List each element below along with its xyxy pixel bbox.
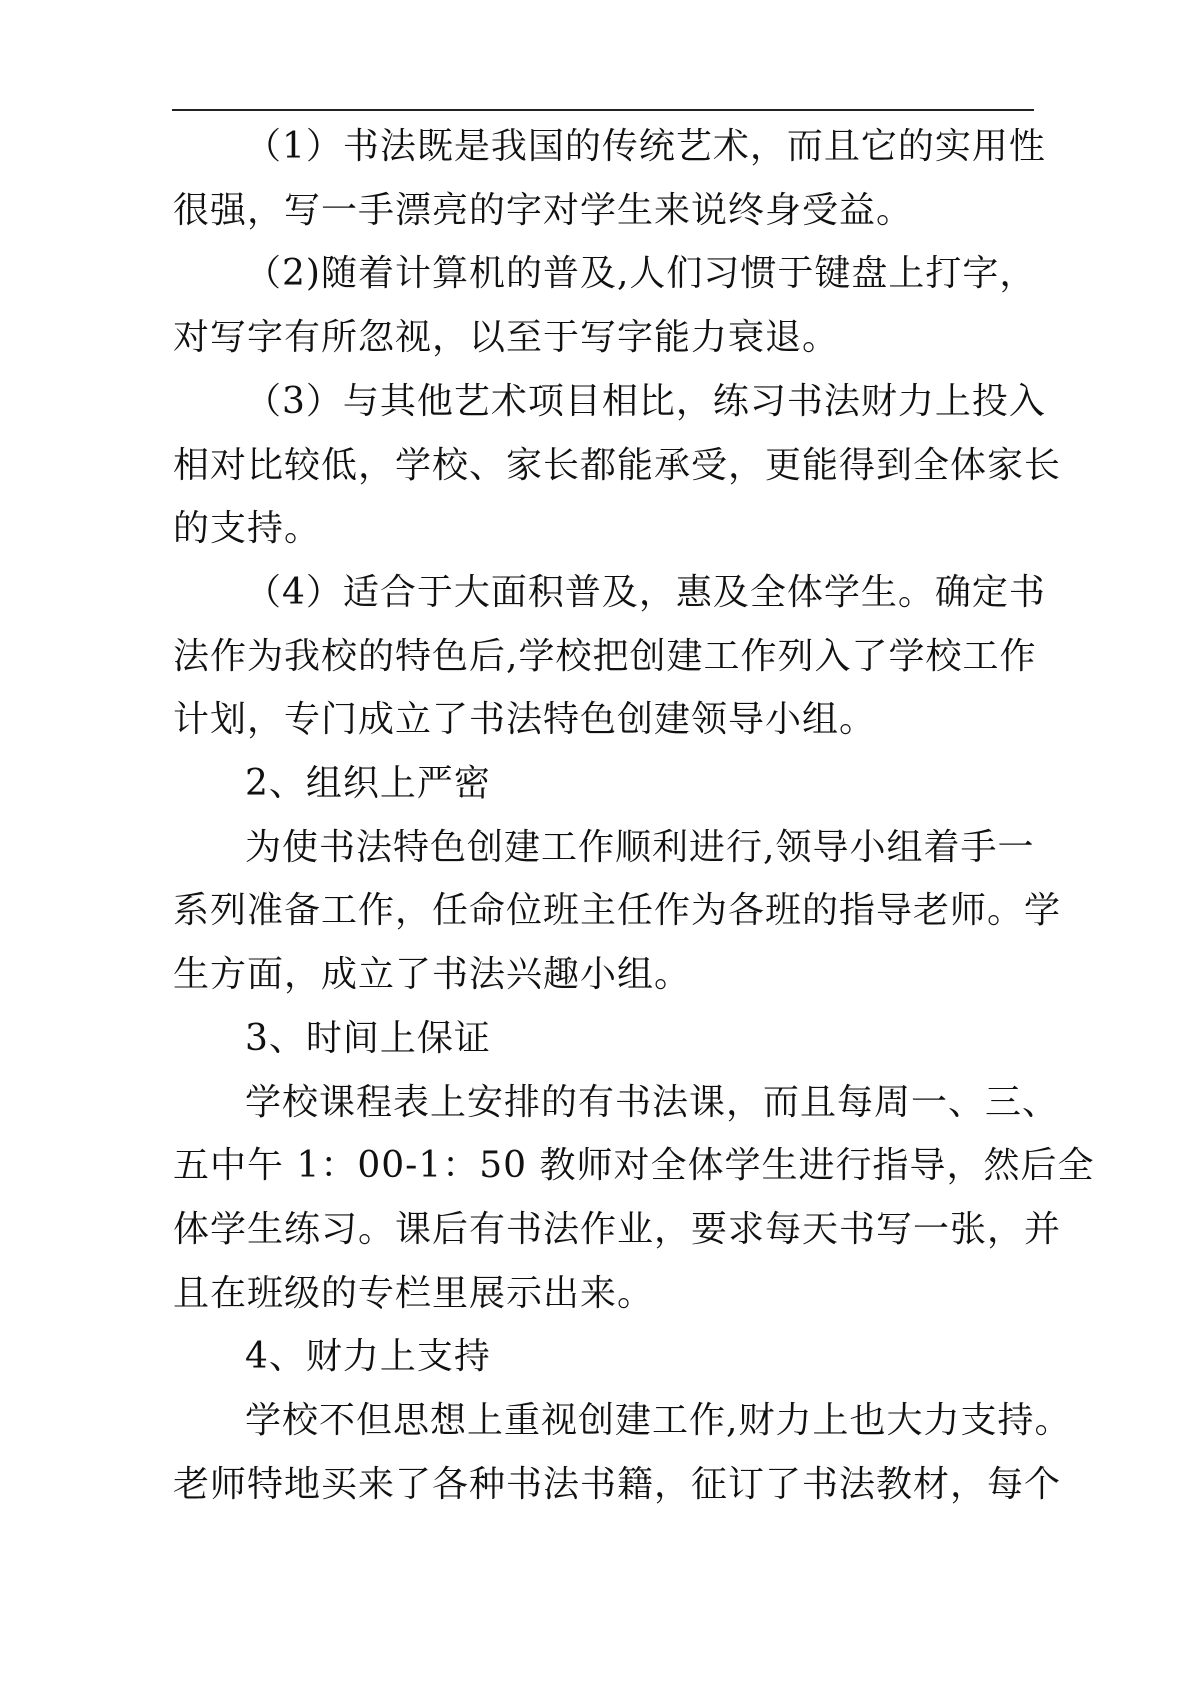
- section-heading: 3、时间上保证: [245, 1017, 491, 1059]
- text-line: 体学生练习。课后有书法作业，要求每天书写一张，并: [173, 1208, 1062, 1250]
- text-line: （2)随着计算机的普及,人们习惯于键盘上打字，: [245, 253, 1037, 295]
- text-line: 学校课程表上安排的有书法课，而且每周一、三、: [245, 1081, 1060, 1123]
- text-line: 对写字有所忽视，以至于写字能力衰退。: [173, 317, 840, 359]
- text-line: 生方面，成立了书法兴趣小组。: [173, 954, 692, 996]
- text-line: 且在班级的专栏里展示出来。: [173, 1272, 655, 1314]
- text-line: （4）适合于大面积普及，惠及全体学生。确定书: [245, 571, 1046, 613]
- text-line: 计划，专门成立了书法特色创建领导小组。: [173, 699, 877, 741]
- section-heading: 4、财力上支持: [245, 1336, 491, 1378]
- text-line: 学校不但思想上重视创建工作,财力上也大力支持。: [245, 1400, 1072, 1442]
- text-line: 为使书法特色创建工作顺利进行,领导小组着手一: [245, 826, 1035, 868]
- document-body: [173, 115, 1095, 1516]
- text-line: 五中午 1：00-1：50 教师对全体学生进行指导，然后全: [173, 1145, 1095, 1187]
- text-line: 法作为我校的特色后,学校把创建工作列入了学校工作: [173, 635, 1037, 677]
- text-line: 的支持。: [173, 508, 322, 550]
- text-line: （1）书法既是我国的传统艺术，而且它的实用性: [245, 126, 1046, 167]
- header-rule: [172, 109, 1034, 111]
- text-line: 很强，写一手漂亮的字对学生来说终身受益。: [173, 189, 914, 231]
- text-line: 老师特地买来了各种书法书籍，征订了书法教材，每个: [173, 1463, 1062, 1505]
- section-heading: 2、组织上严密: [245, 763, 491, 805]
- text-line: 系列准备工作，任命位班主任作为各班的指导老师。学: [173, 890, 1062, 932]
- text-line: （3）与其他艺术项目相比，练习书法财力上投入: [245, 380, 1046, 422]
- text-line: 相对比较低，学校、家长都能承受，更能得到全体家长: [173, 444, 1062, 486]
